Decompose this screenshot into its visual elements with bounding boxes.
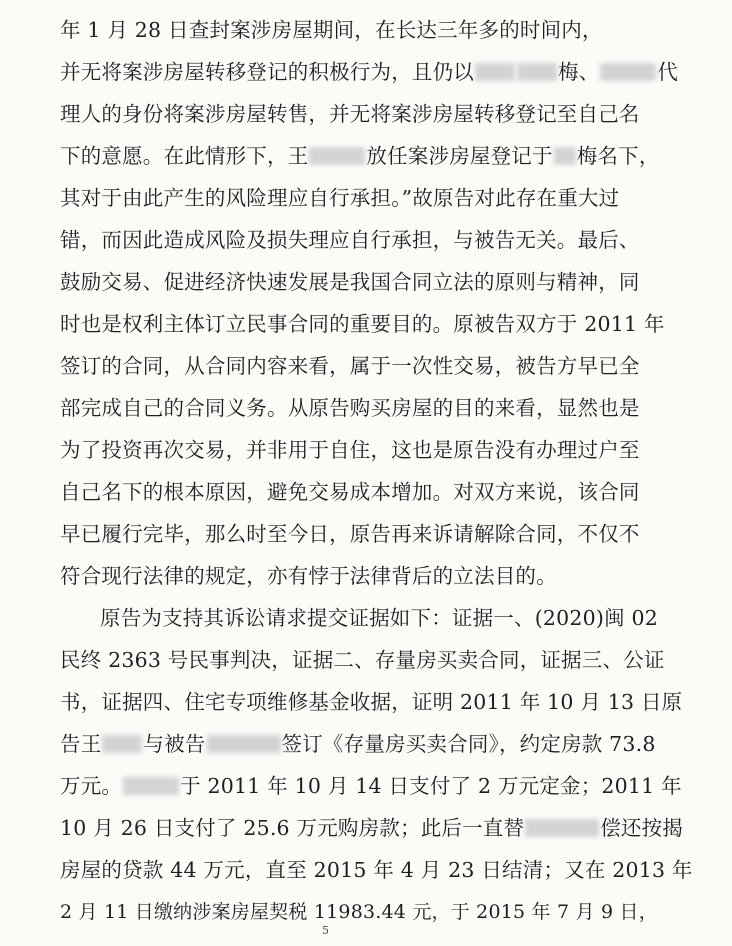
- text-line: 自己名下的根本原因，避免交易成本增加。对双方来说，该合同: [60, 480, 640, 504]
- page-number: 5: [322, 924, 329, 937]
- text-line: 时也是权利主体订立民事合同的重要目的。原被告双方于 2011 年: [60, 312, 665, 336]
- text-line: 鼓励交易、促进经济快速发展是我国合同立法的原则与精神，同: [60, 270, 640, 294]
- text-line: 签订的合同，从合同内容来看，属于一次性交易，被告方早已全: [60, 354, 640, 378]
- redaction: [207, 735, 281, 753]
- text-line: 告王 与被告 签订《存量房买卖合同》，约定房款 73.8: [60, 732, 656, 756]
- text-line: 部完成自己的合同义务。从原告购买房屋的目的来看，显然也是: [60, 396, 640, 420]
- text-line: 符合现行法律的规定，亦有悖于法律背后的立法目的。: [60, 564, 557, 588]
- redaction: [525, 819, 599, 837]
- text-line: 万元。 于 2011 年 10 月 14 日支付了 2 万元定金；2011 年: [60, 774, 682, 798]
- redaction: [554, 147, 576, 165]
- redaction: [102, 735, 142, 753]
- paragraph-first-line: 原告为支持其诉讼请求提交证据如下：证据一、(2020)闽 02: [100, 606, 658, 630]
- text-line: 书，证据四、住宅专项维修基金收据，证明 2011 年 10 月 13 日原: [60, 690, 683, 714]
- redaction: [600, 63, 656, 81]
- text-line: 其对于由此产生的风险理应自行承担。”故原告对此存在重大过: [60, 186, 620, 210]
- text-line: 2 月 11 日缴纳涉案房屋契税 11983.44 元，于 2015 年 7 月 9 日，: [60, 901, 658, 923]
- redaction: [475, 63, 515, 81]
- text-line: 民终 2363 号民事判决，证据二、存量房买卖合同，证据三、公证: [60, 648, 665, 672]
- text-line: 并无将案涉房屋转移登记的积极行为，且仍以 梅、 代: [60, 60, 679, 84]
- text-line: 房屋的贷款 44 万元，直至 2015 年 4 月 23 日结清；又在 2013 年: [60, 858, 693, 882]
- text-line: 下的意愿。在此情形下，王 放任案涉房屋登记于 梅名下，: [60, 144, 660, 168]
- text-line: 理人的身份将案涉房屋转售，并无将案涉房屋转移登记至自己名: [60, 102, 640, 126]
- redaction: [517, 63, 557, 81]
- redaction: [123, 777, 179, 795]
- text-line: 年 1 月 28 日查封案涉房屋期间，在长达三年多的时间内，: [60, 18, 603, 42]
- redaction: [309, 147, 365, 165]
- text-line: 10 月 26 日支付了 25.6 万元购房款；此后一直替 偿还按揭: [60, 816, 684, 840]
- text-line: 早已履行完毕，那么时至今日，原告再来诉请解除合同，不仅不: [60, 522, 640, 546]
- text-line: 为了投资再次交易，并非用于自住，这也是原告没有办理过户至: [60, 438, 640, 462]
- text-line: 错，而因此造成风险及损失理应自行承担，与被告无关。最后、: [60, 228, 640, 252]
